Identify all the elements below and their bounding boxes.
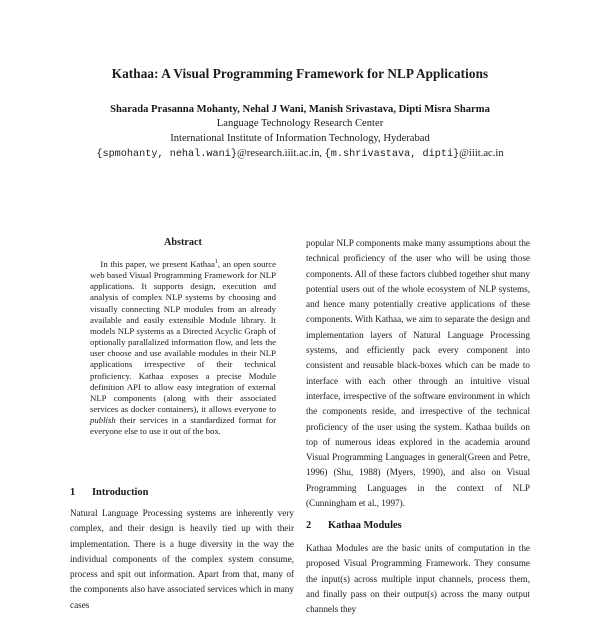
email-group-1: {spmohanty, nehal.wani} <box>96 149 237 160</box>
affiliation-institute: International Institute of Information Technology, Hyderabad <box>170 133 430 144</box>
section-heading-kathaa-modules <box>306 520 402 531</box>
abstract-heading: Abstract <box>164 237 202 248</box>
section-number: 2 <box>306 520 312 531</box>
abstract-text-middle: , an open source web based Visual Programming Framework for NLP applications. It supports design, execution and analysis of complex NLP systems by choosing and visually connecting NLP modules from an already available and easily extensible Module library. It models NLP systems as a Directed Acyclic Graph of optionally parallalized information flow, and lets the user choose and use available modules in their NLP applications irrespective of their technical proficiency. Kathaa exposes a precise Module definition API to allow easy integration of external NLP components (along with their associated services as docker containers), it allows everyone to <box>90 259 276 415</box>
author-emails <box>0 148 600 160</box>
introduction-body: Natural Language Processing systems are inherently very complex, and their design is heavily tied up with their implementation. There is a huge diversity in the way the individual components of the complex system consume, process and spit out information. Apart from that, many of the components also have associated services which in many cases <box>70 508 294 610</box>
abstract-text-end: their services in a standardized format for everyone else to use it out of the box. <box>90 415 276 437</box>
email-domain-2: @iiit.ac.in <box>459 148 504 159</box>
abstract-emphasis: publish <box>90 415 116 426</box>
affiliation-lab: Language Technology Research Center <box>216 118 384 129</box>
kathaa-modules-body: Kathaa Modules are the basic units of computation in the proposed Visual Programming Framework. They consume the input(s) across multiple input channels, process them, and finally pass on their output(s) across the many output channels they <box>306 543 530 615</box>
section-heading-introduction <box>70 487 148 498</box>
author-list: Sharada Prasanna Mohanty, Nehal J Wani, Manish Srivastava, Dipti Misra Sharma <box>110 104 490 115</box>
email-group-2: {m.shrivastava, dipti} <box>324 149 460 160</box>
section-title: Introduction <box>92 487 149 498</box>
section-title: Kathaa Modules <box>328 520 402 531</box>
abstract-body <box>90 259 276 438</box>
section-number: 1 <box>70 487 76 498</box>
email-domain-1: @research.iiit.ac.in, <box>236 148 325 159</box>
abstract-text-start: In this paper, we present Kathaa <box>100 259 215 269</box>
footnote-marker[interactable]: 1 <box>214 259 218 266</box>
paper-title: Kathaa: A Visual Programming Framework for NLP Applications <box>111 66 489 81</box>
right-column-body: popular NLP components make many assumptions about the technical proficiency of the user who will be using those components. All of these factors clubbed together shut many potential users out of the whole ecosystem of NLP systems, and hence many potentially creative applications of these components. With Kathaa, we aim to separate the design and implementation layers of Natural Language Processing systems, and efficiently pack every component into consistent and reusable black-boxes which can be made to interface with each other through an intuitive visual interface, irrespective of the software environment in which the components reside, and irrespective of the technical proficiency of the user using the system. Kathaa builds on top of numerous ideas explored in the academia around Visual Programming Languages in general(Green and Petre, 1996) (Shu, 1988) (Myers, 1990), and also on Visual Programming Languages in the context of NLP (Cunningham et al., 1997). <box>306 238 530 509</box>
